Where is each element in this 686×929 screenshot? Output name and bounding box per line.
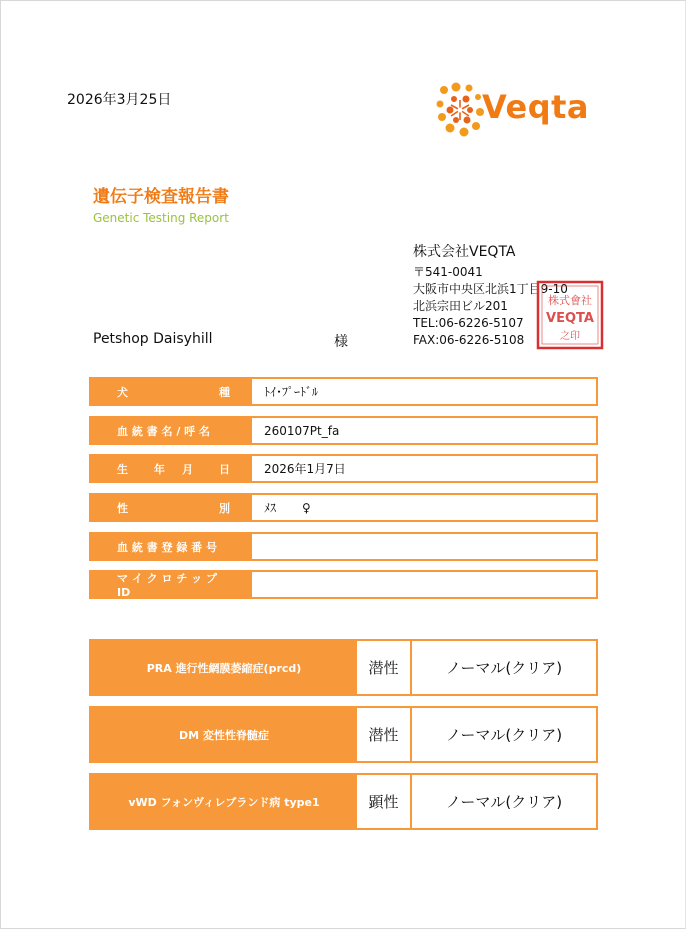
pedigree-name-label: 血 統 書 名 / 呼 名 xyxy=(91,418,252,443)
row-registration-number xyxy=(89,532,598,561)
result-disease: DM 変性性脊髄症 xyxy=(91,708,357,761)
microchip-value xyxy=(252,572,596,597)
row-birthdate xyxy=(89,454,598,483)
result-inheritance: 潜性 xyxy=(357,708,412,761)
birthdate-label: 生 年 月 日 xyxy=(91,456,252,481)
result-inheritance: 潜性 xyxy=(357,641,412,694)
recipient-honorific: 様 xyxy=(334,334,348,350)
breed-value: ﾄｲ･ﾌﾟｰﾄﾞﾙ xyxy=(252,379,596,404)
recipient-name: Petshop Daisyhill xyxy=(93,331,213,347)
birthdate-value: 2026年1月7日 xyxy=(252,456,596,481)
company-address-2: 北浜宗田ビル201 xyxy=(413,299,508,313)
row-pedigree-name xyxy=(89,416,598,445)
svg-text:株式會社: 株式會社 xyxy=(548,294,592,307)
report-date: 2026年3月25日 xyxy=(67,92,172,108)
registration-number-value xyxy=(252,534,596,559)
result-status: ノーマル(クリア) xyxy=(445,659,563,677)
company-seal-icon xyxy=(536,280,604,350)
svg-text:VEQTA: VEQTA xyxy=(546,311,594,326)
svg-text:之印: 之印 xyxy=(560,331,580,342)
company-tel: TEL:06-6226-5107 xyxy=(413,316,524,330)
company-fax: FAX:06-6226-5108 xyxy=(413,333,525,347)
result-disease: vWD フォンヴィレブランド病 type1 xyxy=(91,775,357,828)
result-row-pra xyxy=(89,639,598,696)
registration-number-label: 血 統 書 登 録 番 号 xyxy=(91,534,252,559)
microchip-label: マ イ ク ロ チ ッ プ ID xyxy=(91,572,252,597)
result-status: ノーマル(クリア) xyxy=(445,793,563,811)
logo-wordmark: Veqta xyxy=(482,88,590,126)
sex-text: ﾒｽ xyxy=(264,501,277,515)
result-disease: PRA 進行性網膜萎縮症(prcd) xyxy=(91,641,357,694)
row-breed xyxy=(89,377,598,406)
company-address-1: 大阪市中央区北浜1丁目9-10 xyxy=(413,282,568,296)
result-status: ノーマル(クリア) xyxy=(445,726,563,744)
sex-value xyxy=(252,495,596,520)
pedigree-name-value: 260107Pt_fa xyxy=(252,418,596,443)
company-postal: 〒541-0041 xyxy=(413,265,483,279)
breed-label: 犬 種 xyxy=(91,379,252,404)
report-subtitle: Genetic Testing Report xyxy=(93,211,229,225)
female-symbol-icon: ♀ xyxy=(302,500,311,515)
row-microchip xyxy=(89,570,598,599)
report-title: 遺伝子検査報告書 xyxy=(93,187,229,207)
row-sex xyxy=(89,493,598,522)
sex-label: 性 別 xyxy=(91,495,252,520)
result-inheritance: 顕性 xyxy=(357,775,412,828)
company-name: 株式会社VEQTA xyxy=(413,244,516,260)
result-row-dm xyxy=(89,706,598,763)
result-row-vwd xyxy=(89,773,598,830)
